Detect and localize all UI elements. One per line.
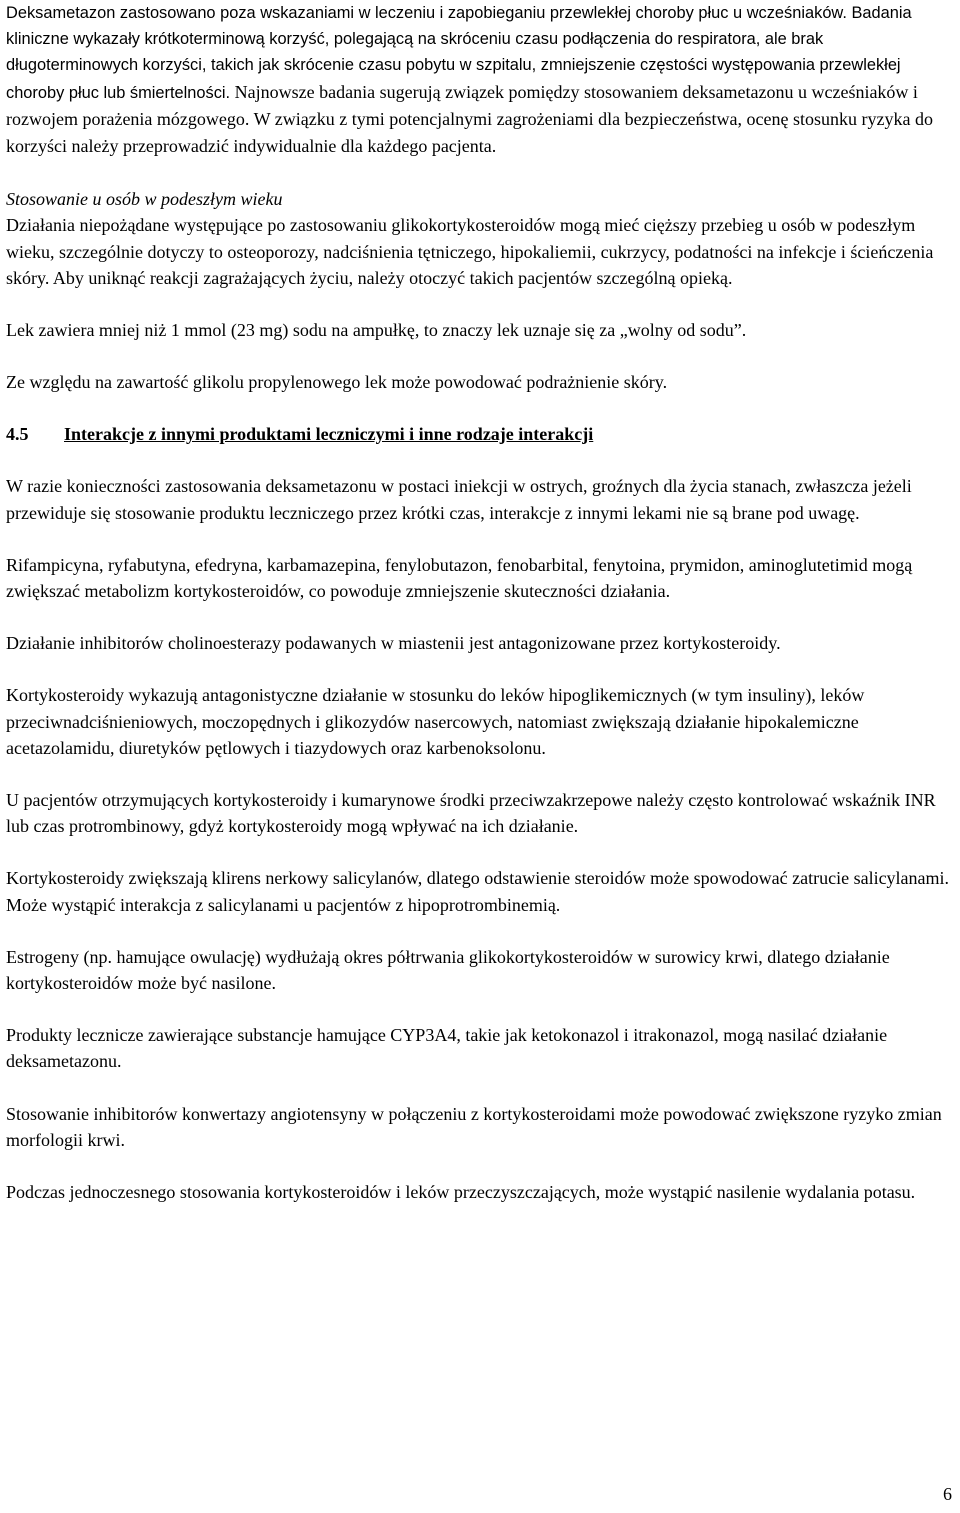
elderly-paragraph: Działania niepożądane występujące po zastosowaniu glikokortykosteroidów mogą mieć cięższy przebieg u osób w podeszłym wieku, szczególnie dotyczy to osteoporozy, nadciśnienia tętniczego, hipokaliemii, cukrzycy, podatności na infekcje i ścieńczenia skóry. Aby uniknąć reakcji zagrażających życiu, należy otoczyć takich pacjentów szczególną opieką. xyxy=(6,215,934,288)
interaction-paragraph-8: Produkty lecznicze zawierające substancje hamujące CYP3A4, takie jak ketokonazol i itrakonazol, mogą nasilać działanie deksametazonu. xyxy=(6,1025,888,1072)
interaction-paragraph-9: Stosowanie inhibitorów konwertazy angiotensyny w połączeniu z kortykosteroidami może powodować zwiększone ryzyko zmian morfologii krwi. xyxy=(6,1103,942,1150)
section-number: 4.5 xyxy=(6,424,29,445)
interaction-paragraph-5: U pacjentów otrzymujących kortykosteroidy i kumarynowe środki przeciwzakrzepowe należy często kontrolować wskaźnik INR lub czas protrombinowy, gdyż kortykosteroidy mogą wpływać na ich działanie. xyxy=(6,790,936,837)
document-page xyxy=(6,0,954,1205)
page-number: 6 xyxy=(943,1484,952,1504)
intro-serif-text: Najnowsze badania sugerują związek pomiędzy stosowaniem deksametazonu u wcześniaków i rozwojem porażenia mózgowego. W związku z tymi potencjalnymi zagrożeniami dla bezpieczeństwa, ocenę stosunku ryzyka do korzyści należy przeprowadzić indywidualnie dla każdego pacjenta. xyxy=(6,81,933,157)
intro-sans-text: Deksametazon zastosowano poza wskazaniami w leczeniu i zapobieganiu przewlekłej choroby płuc u wcześniaków. Badania kliniczne wykazały krótkoterminową korzyść, polegającą na skróceniu czasu podłączenia do respiratora, ale brak długoterminowych korzyści, takich jak skrócenie czasu pobytu w szpitalu, zmniejszenie częstości występowania przewlekłej choroby płuc lub śmiertelności. xyxy=(6,4,912,102)
interaction-paragraph-3: Działanie inhibitorów cholinoesterazy podawanych w miastenii jest antagonizowane przez kortykosteroidy. xyxy=(6,633,781,654)
interaction-paragraph-1: W razie konieczności zastosowania deksametazonu w postaci iniekcji w ostrych, groźnych dla życia stanach, zwłaszcza jeżeli przewiduje się stosowanie produktu leczniczego przez krótki czas, interakcje z innymi lekami nie są brane pod uwagę. xyxy=(6,476,912,523)
interaction-paragraph-4: Kortykosteroidy wykazują antagonistyczne działanie w stosunku do leków hipoglikemicznych (w tym insuliny), leków przeciwnadciśnieniowych, moczopędnych i glikozydów nasercowych, natomiast zwiększają działanie hipokalemiczne acetazolamidu, diuretyków pętlowych i tiazydowych oraz karbenoksolonu. xyxy=(6,685,865,758)
interaction-paragraph-7: Estrogeny (np. hamujące owulację) wydłużają okres półtrwania glikokortykosteroidów w surowicy krwi, dlatego działanie kortykosteroidów może być nasilone. xyxy=(6,946,890,994)
sodium-paragraph: Lek zawiera mniej niż 1 mmol (23 mg) sodu na ampułkę, to znaczy lek uznaje się za „wolny od sodu”. xyxy=(6,320,747,341)
section-title: Interakcje z innymi produktami leczniczymi i inne rodzaje interakcji xyxy=(64,424,594,445)
interaction-paragraph-10: Podczas jednoczesnego stosowania kortykosteroidów i leków przeczyszczających, może wystąpić nasilenie wydalania potasu. xyxy=(6,1182,916,1203)
interaction-paragraph-2: Rifampicyna, ryfabutyna, efedryna, karbamazepina, fenylobutazon, fenobarbital, fenytoina, prymidon, aminoglutetimid mogą zwiększać metabolizm kortykosteroidów, co powoduje zmniejszenie skuteczności działania. xyxy=(6,554,913,602)
interaction-paragraph-6: Kortykosteroidy zwiększają klirens nerkowy salicylanów, dlatego odstawienie steroidów może spowodować zatrucie salicylanami. Może wystąpić interakcja z salicylanami u pacjentów z hipoprotrombinemią. xyxy=(6,868,950,915)
elderly-subheading: Stosowanie u osób w podeszłym wieku xyxy=(6,189,283,210)
section-heading xyxy=(6,421,954,447)
glycol-paragraph: Ze względu na zawartość glikolu propylenowego lek może powodować podrażnienie skóry. xyxy=(6,372,668,393)
intro-paragraph xyxy=(6,0,954,160)
